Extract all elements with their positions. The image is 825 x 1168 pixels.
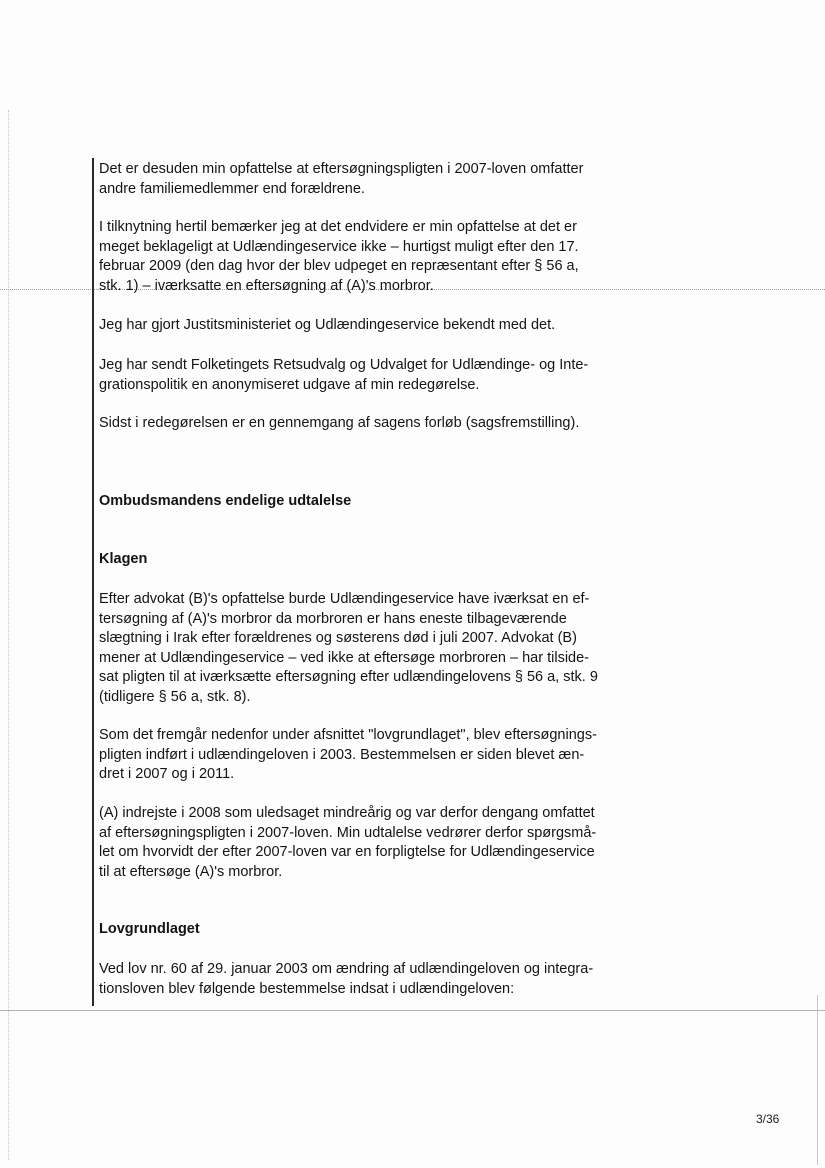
text-line: Jeg har gjort Justitsministeriet og Udlændingeservice bekendt med det. xyxy=(99,317,556,333)
paragraph-advokat-opfattelse xyxy=(99,590,598,707)
text-line: mener at Udlændingeservice – ved ikke at eftersøge morbroren – har tilside- xyxy=(99,649,590,666)
text-line: tionsloven blev følgende bestemmelse indsat i udlændingeloven: xyxy=(99,980,515,997)
page-number: 3/36 xyxy=(756,1112,780,1126)
text-line: andre familiemedlemmer end forældrene. xyxy=(99,180,365,197)
text-line: pligten indført i udlændingeloven i 2003. Bestemmelsen er siden blevet æn- xyxy=(99,746,585,763)
text-line: sat pligten til at iværksætte eftersøgning efter udlændingelovens § 56 a, stk. 9 xyxy=(99,669,598,685)
text-line: tersøgning af (A)'s morbror da morbroren er hans eneste tilbageværende xyxy=(99,610,567,627)
text-line: Jeg har sendt Folketingets Retsudvalg og Udvalget for Udlændinge- og Inte- xyxy=(99,357,589,373)
section-heading-lovgrundlaget: Lovgrundlaget xyxy=(99,921,200,937)
text-line: Efter advokat (B)'s opfattelse burde Udlændingeservice have iværksat en ef- xyxy=(99,591,590,607)
paragraph-eftersoegningspligt xyxy=(99,160,589,199)
text-line: Det er desuden min opfattelse at eftersøgningspligten i 2007-loven omfatter xyxy=(99,161,584,177)
scan-edge-left xyxy=(8,110,9,1160)
scan-edge-right xyxy=(817,995,818,1165)
paragraph-lov-nr-60 xyxy=(99,960,594,999)
text-line: Ved lov nr. 60 af 29. januar 2003 om ændring af udlændingeloven og integra- xyxy=(99,961,594,977)
margin-change-bar xyxy=(92,158,94,1006)
section-heading-udtalelse: Ombudsmandens endelige udtalelse xyxy=(99,493,352,509)
text-line: af eftersøgningspligten i 2007-loven. Min udtalelse vedrører derfor spørgsmå- xyxy=(99,824,597,841)
text-line: grationspolitik en anonymiseret udgave af min redegørelse. xyxy=(99,376,480,393)
paragraph-sendt xyxy=(99,356,589,395)
text-line: (A) indrejste i 2008 som uledsaget mindreårig og var derfor dengang omfattet xyxy=(99,805,595,821)
text-line: Som det fremgår nedenfor under afsnittet "lovgrundlaget", blev eftersøgnings- xyxy=(99,727,597,743)
text-line: Sidst i redegørelsen er en gennemgang af sagens forløb (sagsfremstilling). xyxy=(99,415,580,431)
text-line: slægtning i Irak efter forældrenes og søsterens død i juli 2007. Advokat (B) xyxy=(99,630,577,646)
text-line: stk. 1) – iværksatte en eftersøgning af (A)'s morbror. xyxy=(99,277,434,294)
paragraph-beklageligt xyxy=(99,218,589,296)
paragraph-bekendt xyxy=(99,316,589,336)
text-line: meget beklageligt at Udlændingeservice ikke – hurtigst muligt efter den 17. xyxy=(99,238,579,255)
paragraph-sagsfremstilling xyxy=(99,414,589,434)
scan-bottom-line xyxy=(0,1010,825,1011)
text-line: let om hvorvidt der efter 2007-loven var en forpligtelse for Udlændingeservice xyxy=(99,844,595,860)
text-line: (tidligere § 56 a, stk. 8). xyxy=(99,688,251,705)
paragraph-lovgrundlaget-ref xyxy=(99,726,597,785)
text-line: februar 2009 (den dag hvor der blev udpeget en repræsentant efter § 56 a, xyxy=(99,258,579,274)
text-line: I tilknytning hertil bemærker jeg at det endvidere er min opfattelse at det er xyxy=(99,219,577,235)
paragraph-indrejste xyxy=(99,804,597,882)
text-line: dret i 2007 og i 2011. xyxy=(99,766,235,782)
text-line: til at eftersøge (A)'s morbror. xyxy=(99,863,283,880)
section-heading-klagen: Klagen xyxy=(99,551,148,567)
